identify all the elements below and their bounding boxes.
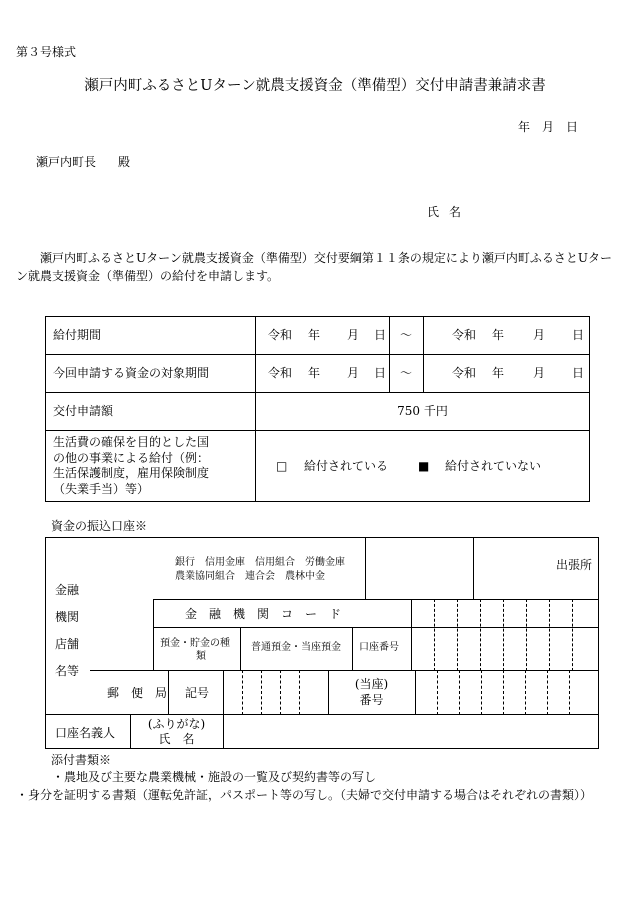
bank-account-label: 資金の振込口座※ bbox=[51, 519, 148, 533]
checkbox-not-provided[interactable]: ■ bbox=[418, 459, 430, 473]
checkbox-provided[interactable]: □ bbox=[276, 459, 288, 473]
furigana-label: (ふりがな) bbox=[147, 717, 206, 731]
amount-value: 750 千円 bbox=[397, 404, 448, 418]
option-not-provided-label: 給付されていない bbox=[445, 459, 542, 473]
target-period-end-year: 年 bbox=[492, 366, 505, 380]
attachment-item: ・農地及び主要な農業機械・施設の一覧及び契約書等の写し bbox=[52, 770, 377, 784]
target-period-start-era: 令和 bbox=[268, 366, 293, 380]
bank-account-table bbox=[45, 537, 599, 749]
addressee bbox=[36, 156, 130, 168]
form-number: 第３号様式 bbox=[16, 45, 77, 59]
target-period-tilde: ～ bbox=[400, 366, 413, 380]
applicant-name-label: 氏名 bbox=[427, 205, 472, 219]
other-benefit-label-line: 生活費の確保を目的とした国 bbox=[53, 435, 210, 449]
target-period-end-era: 令和 bbox=[452, 366, 477, 380]
other-benefit-label-line: 生活保護制度，雇用保険制度 bbox=[53, 466, 210, 480]
payment-period-end-month: 月 bbox=[533, 328, 546, 342]
payment-period-label: 給付期間 bbox=[53, 328, 102, 342]
current-account-line: 番号 bbox=[359, 693, 384, 707]
account-holder-label: 口座名義人 bbox=[55, 726, 116, 740]
other-benefit-label bbox=[53, 435, 209, 497]
target-period-start-day: 日 bbox=[374, 366, 387, 380]
fi-label-line: 金融 bbox=[55, 583, 80, 597]
target-period-label: 今回申請する資金の対象期間 bbox=[53, 366, 210, 380]
holder-name-text: 氏 名 bbox=[158, 732, 195, 746]
financial-institution-label bbox=[55, 577, 79, 685]
current-account-number-label bbox=[328, 676, 415, 708]
payment-period-start-day: 日 bbox=[374, 328, 387, 342]
addressee-suffix: 殿 bbox=[118, 155, 131, 169]
addressee-name: 瀬戸内町長 bbox=[36, 155, 97, 169]
fi-code-label: 金 融 機 関 コ ー ド bbox=[185, 607, 342, 621]
account-number-label: 口座番号 bbox=[359, 642, 399, 653]
current-account-line: (当座) bbox=[354, 677, 389, 691]
payment-period-start-era: 令和 bbox=[268, 328, 293, 342]
branch-office-label: 出張所 bbox=[556, 558, 593, 572]
payment-period-end-day: 日 bbox=[572, 328, 585, 342]
amount-label: 交付申請額 bbox=[53, 404, 114, 418]
date-line: 年 月 日 bbox=[518, 120, 579, 134]
payment-period-tilde: ～ bbox=[400, 328, 413, 342]
deposit-type-value: 普通預金・当座預金 bbox=[251, 642, 341, 653]
post-office-label: 郵 便 局 bbox=[107, 686, 168, 700]
payment-period-start-year: 年 bbox=[308, 328, 321, 342]
attachment-item: ・身分を証明する書類（運転免許証，パスポート等の写し。（夫婦で交付申請する場合はそれぞれの書類）） bbox=[16, 788, 593, 802]
document-title: 瀬戸内町ふるさとUターン就農支援資金（準備型）交付申請書兼請求書 bbox=[84, 78, 546, 94]
payment-period-end-year: 年 bbox=[492, 328, 505, 342]
deposit-type-label-line: 預金・貯金の種 bbox=[160, 638, 230, 649]
target-period-start-year: 年 bbox=[308, 366, 321, 380]
body-paragraph: 瀬戸内町ふるさとUターン就農支援資金（準備型）交付要綱第１１条の規定により瀬戸内町ふるさとUターン就農支援資金（準備型）の給付を申請します。 bbox=[16, 251, 612, 283]
target-period-start-month: 月 bbox=[347, 366, 360, 380]
fi-label-line: 機関 bbox=[55, 610, 80, 624]
target-period-end-month: 月 bbox=[533, 366, 546, 380]
deposit-type-label-line: 類 bbox=[196, 651, 206, 662]
other-benefit-label-line: （失業手当）等） bbox=[53, 481, 150, 496]
fi-label-line: 名等 bbox=[55, 664, 80, 678]
payment-period-start-month: 月 bbox=[347, 328, 360, 342]
fi-label-line: 店舗 bbox=[55, 637, 80, 651]
fi-types-line1: 銀行 信用金庫 信用組合 労働金庫 bbox=[175, 557, 345, 568]
other-benefit-label-line: の他の事業による給付（例： bbox=[53, 450, 210, 465]
option-provided-label: 給付されている bbox=[304, 459, 389, 473]
deposit-type-label bbox=[160, 637, 230, 663]
application-table bbox=[45, 316, 590, 502]
fi-types-line2: 農業協同組合 連合会 農林中金 bbox=[175, 571, 325, 582]
attachments-label: 添付書類※ bbox=[51, 753, 112, 767]
target-period-end-day: 日 bbox=[572, 366, 585, 380]
holder-name-label bbox=[130, 717, 223, 747]
symbol-label: 記号 bbox=[185, 686, 210, 700]
payment-period-end-era: 令和 bbox=[452, 328, 477, 342]
